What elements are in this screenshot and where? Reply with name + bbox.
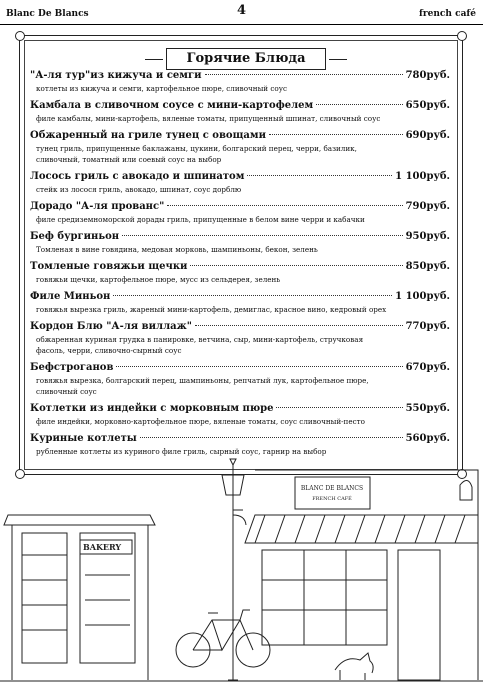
- menu-item: [30, 320, 450, 356]
- brand-name: Blanc De Blancs: [6, 9, 89, 19]
- menu-item-price: 690руб.: [405, 130, 450, 141]
- frame-corner-ornament: [457, 31, 467, 41]
- menu-item-description: Томленая в вине говядина, медовая морковь, шампиньоны, бекон, зелень: [36, 245, 318, 254]
- menu-item-header: [30, 432, 450, 446]
- leader-dots: [122, 235, 402, 236]
- menu-item-header: [30, 290, 450, 304]
- menu-item-description: стейк из лосося гриль, авокадо, шпинат, соус дорблю: [36, 185, 242, 194]
- menu-item-price: 780руб.: [405, 70, 450, 81]
- leader-dots: [195, 325, 403, 326]
- menu-item-name: Котлетки из индейки с морковным пюре: [30, 403, 274, 414]
- header-subtitle: french café: [419, 9, 476, 19]
- leader-dots: [190, 265, 402, 266]
- leader-dots: [276, 407, 402, 408]
- page-header: [0, 0, 483, 25]
- menu-item-name: Куриные котлеты: [30, 433, 137, 444]
- leader-dots: [167, 205, 402, 206]
- menu-item-header: [30, 129, 450, 143]
- menu-item-price: 550руб.: [405, 403, 450, 414]
- menu-item-name: Филе Миньон: [30, 291, 111, 302]
- menu-item-name: Томленые говяжьи щечки: [30, 261, 188, 272]
- cafe-sign-subtext: FRENCH CAFÉ: [312, 496, 352, 502]
- menu-item: [30, 200, 450, 225]
- leader-dots: [247, 175, 392, 176]
- menu-item-description: обжаренная куриная грудка в панировке, ветчина, сыр, мини-картофель, стручковая фасоль, черри, сливочно-сырный соус: [36, 335, 364, 355]
- menu-item-price: 650руб.: [405, 100, 450, 111]
- menu-item-price: 850руб.: [405, 261, 450, 272]
- leader-dots: [269, 134, 403, 135]
- menu-item-header: [30, 402, 450, 416]
- menu-item-header: [30, 320, 450, 334]
- menu-item: [30, 99, 450, 124]
- menu-list: [30, 69, 450, 462]
- menu-item-header: [30, 200, 450, 214]
- menu-item: [30, 402, 450, 427]
- menu-item: [30, 432, 450, 457]
- leader-dots: [316, 104, 402, 105]
- cat-icon: [335, 653, 373, 680]
- street-illustration: [0, 455, 483, 692]
- menu-item-name: Беф бургиньон: [30, 231, 120, 242]
- leader-dots: [116, 366, 402, 367]
- menu-item: [30, 290, 450, 315]
- cafe-sign-text: BLANC DE BLANCS: [300, 485, 364, 492]
- menu-item-description: говяжья вырезка гриль, жареный мини-картофель, демиглас, красное вино, кедровый орех: [36, 305, 387, 314]
- menu-item-name: "А-ля тур"из кижуча и семги: [30, 70, 202, 81]
- menu-item: [30, 260, 450, 285]
- menu-item-description: котлеты из кижуча и семги, картофельное пюре, сливочный соус: [36, 84, 287, 93]
- menu-item-description: рубленные котлеты из куриного филе гриль, сырный соус, гарнир на выбор: [36, 447, 327, 456]
- menu-item-name: Лосось гриль с авокадо и шпинатом: [30, 171, 245, 182]
- menu-item: [30, 361, 450, 397]
- menu-item: [30, 230, 450, 255]
- menu-item-description: филе средиземноморской дорады гриль, припущенные в белом вине черри и кабачки: [36, 215, 365, 224]
- menu-item-header: [30, 260, 450, 274]
- menu-item-header: [30, 170, 450, 184]
- menu-item-price: 790руб.: [405, 201, 450, 212]
- bakery-sign-text: BAKERY: [83, 542, 122, 552]
- menu-item-name: Кордон Блю "А-ля виллаж": [30, 321, 192, 332]
- menu-item: [30, 69, 450, 94]
- section-title: Горячие Блюда: [186, 51, 306, 66]
- menu-item-name: Дорадо "А-ля прованс": [30, 201, 165, 212]
- menu-item-description: говяжьи щечки, картофельное пюре, мусс из сельдерея, зелень: [36, 275, 281, 284]
- menu-item-header: [30, 361, 450, 375]
- menu-item-description: тунец гриль, припущенные баклажаны, цукини, болгарский перец, черри, базилик, сливочный, томатный или соевый соус на выбор: [36, 144, 357, 164]
- menu-item-description: филе индейки, морковно-картофельное пюре, вяленые томаты, соус сливочный-песто: [36, 417, 365, 426]
- menu-item-header: [30, 69, 450, 83]
- leader-dots: [140, 437, 403, 438]
- menu-item-price: 1 100руб.: [395, 291, 450, 302]
- bakery-awning: [4, 515, 155, 525]
- menu-item-price: 1 100руб.: [395, 171, 450, 182]
- menu-item-price: 950руб.: [405, 231, 450, 242]
- cafe-sign-board: [295, 477, 370, 509]
- menu-item-price: 560руб.: [405, 433, 450, 444]
- menu-item-name: Камбала в сливочном соусе с мини-картофелем: [30, 100, 314, 111]
- menu-item-price: 770руб.: [405, 321, 450, 332]
- menu-item-header: [30, 230, 450, 244]
- leader-dots: [113, 295, 392, 296]
- page-number: 4: [236, 3, 247, 18]
- menu-item-header: [30, 99, 450, 113]
- section-title-box: [166, 48, 326, 70]
- menu-item: [30, 170, 450, 195]
- menu-item-name: Обжаренный на гриле тунец с овощами: [30, 130, 266, 141]
- leader-dots: [205, 74, 403, 75]
- menu-item-name: Бефстроганов: [30, 362, 114, 373]
- menu-item-description: говяжья вырезка, болгарский перец, шампиньоны, репчатый лук, картофельное пюре, сливочный соус: [36, 376, 369, 396]
- frame-corner-ornament: [15, 31, 25, 41]
- menu-item-price: 670руб.: [405, 362, 450, 373]
- menu-item: [30, 129, 450, 165]
- menu-item-description: филе камбалы, мини-картофель, вяленые томаты, припущенный шпинат, сливочный соус: [36, 114, 381, 123]
